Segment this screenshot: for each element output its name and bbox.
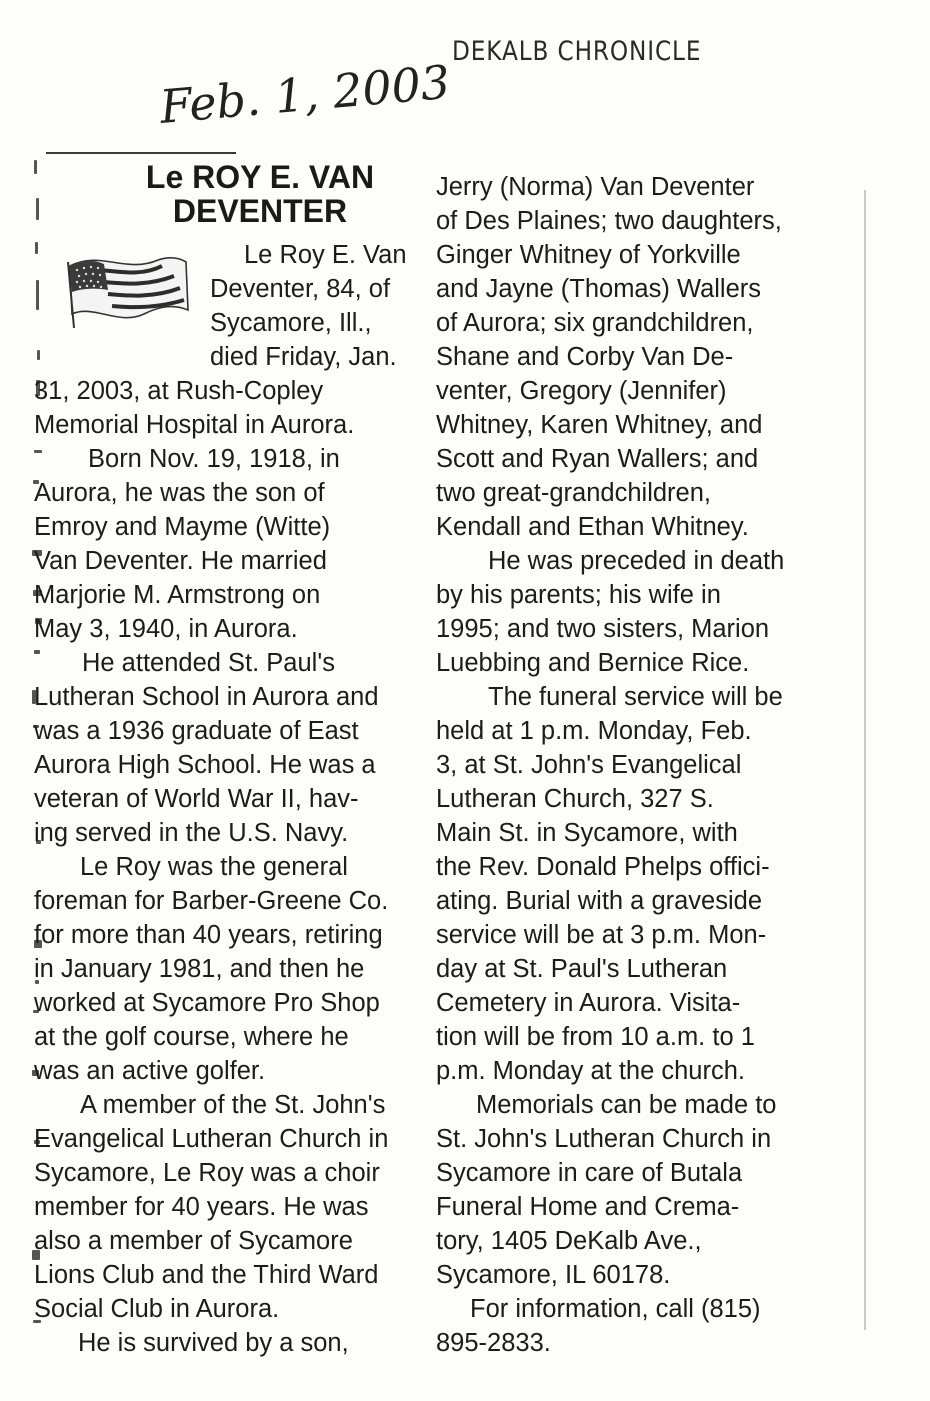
text-line: by his parents; his wife in [436, 581, 721, 609]
text-line: for more than 40 years, retiring [34, 921, 383, 949]
text-line: Jerry (Norma) Van Deventer [436, 173, 755, 201]
text-line: at the golf course, where he [34, 1023, 349, 1051]
text-line: He is survived by a son, [78, 1329, 349, 1357]
text-line: Evangelical Lutheran Church in [34, 1125, 389, 1153]
text-line: He was preceded in death [488, 547, 785, 575]
text-line: worked at Sycamore Pro Shop [34, 989, 380, 1017]
text-line: Sycamore in care of Butala [436, 1159, 743, 1187]
text-line: 31, 2003, at Rush-Copley [34, 377, 324, 405]
text-line: A member of the St. John's [80, 1091, 386, 1119]
text-line: Ginger Whitney of Yorkville [436, 241, 741, 269]
text-line: Lutheran School in Aurora and [34, 683, 379, 711]
text-line: Cemetery in Aurora. Visita- [436, 989, 741, 1017]
text-line: Aurora, he was the son of [34, 479, 325, 507]
text-line: ing served in the U.S. Navy. [34, 819, 349, 847]
obituary-headline [100, 160, 420, 228]
text-line: Funeral Home and Crema- [436, 1193, 740, 1221]
text-line: Sycamore, IL 60178. [436, 1261, 671, 1289]
text-line: Marjorie M. Armstrong on [34, 581, 321, 609]
top-rule [46, 152, 236, 154]
text-line: day at St. Paul's Lutheran [436, 955, 728, 983]
text-line: was a 1936 graduate of East [34, 717, 359, 745]
text-line: The funeral service will be [488, 683, 783, 711]
headline-line: DEVENTER [172, 193, 348, 229]
text-line: veteran of World War II, hav- [34, 785, 359, 813]
text-line: of Des Plaines; two daughters, [436, 207, 782, 235]
american-flag-icon [64, 248, 192, 330]
handwritten-date: Feb. 1, 2003 [157, 54, 453, 134]
newspaper-masthead: DEKALB CHRONICLE [452, 36, 702, 67]
text-line: also a member of Sycamore [34, 1227, 353, 1255]
text-line: Born Nov. 19, 1918, in [88, 445, 340, 473]
text-line: 895-2833. [436, 1329, 551, 1357]
text-line: Luebbing and Bernice Rice. [436, 649, 750, 677]
text-line: Memorial Hospital in Aurora. [34, 411, 355, 439]
text-line: tory, 1405 DeKalb Ave., [436, 1227, 702, 1255]
text-line: Emroy and Mayme (Witte) [34, 513, 331, 541]
text-line: Aurora High School. He was a [34, 751, 376, 779]
text-line: Memorials can be made to [476, 1091, 777, 1119]
text-line: p.m. Monday at the church. [436, 1057, 745, 1085]
text-line: venter, Gregory (Jennifer) [436, 377, 727, 405]
obituary-text-column-left [34, 374, 388, 1360]
text-line: member for 40 years. He was [34, 1193, 369, 1221]
scan-edge-line [864, 190, 866, 1330]
text-line: 1995; and two sisters, Marion [436, 615, 770, 643]
headline-line: Le ROY E. VAN [145, 159, 375, 195]
text-line: was an active golfer. [34, 1057, 266, 1085]
obituary-text-column-left-top [210, 238, 407, 374]
text-line: service will be at 3 p.m. Mon- [436, 921, 767, 949]
text-line: May 3, 1940, in Aurora. [34, 615, 298, 643]
text-line: tion will be from 10 a.m. to 1 [436, 1023, 755, 1051]
text-line: Le Roy E. Van [244, 241, 407, 269]
text-line: Lutheran Church, 327 S. [436, 785, 714, 813]
text-line: Main St. in Sycamore, with [436, 819, 738, 847]
text-line: 3, at St. John's Evangelical [436, 751, 742, 779]
text-line: died Friday, Jan. [210, 343, 397, 371]
text-line: of Aurora; six grandchildren, [436, 309, 754, 337]
text-line: He attended St. Paul's [82, 649, 335, 677]
text-line: Le Roy was the general [80, 853, 348, 881]
text-line: ating. Burial with a graveside [436, 887, 763, 915]
text-line: St. John's Lutheran Church in [436, 1125, 772, 1153]
text-line: and Jayne (Thomas) Wallers [436, 275, 762, 303]
text-line: For information, call (815) [470, 1295, 761, 1323]
text-line: Lions Club and the Third Ward [34, 1261, 379, 1289]
text-line: Kendall and Ethan Whitney. [436, 513, 749, 541]
text-line: Van Deventer. He married [34, 547, 327, 575]
text-line: held at 1 p.m. Monday, Feb. [436, 717, 752, 745]
text-line: Social Club in Aurora. [34, 1295, 280, 1323]
text-line: Deventer, 84, of [210, 275, 391, 303]
text-line: two great-grandchildren, [436, 479, 711, 507]
text-line: Sycamore, Ill., [210, 309, 372, 337]
obituary-text-column-right [436, 170, 784, 1360]
text-line: Sycamore, Le Roy was a choir [34, 1159, 380, 1187]
text-line: Whitney, Karen Whitney, and [436, 411, 763, 439]
text-line: Shane and Corby Van De- [436, 343, 734, 371]
text-line: the Rev. Donald Phelps offici- [436, 853, 770, 881]
text-line: Scott and Ryan Wallers; and [436, 445, 759, 473]
text-line: foreman for Barber-Greene Co. [34, 887, 389, 915]
text-line: in January 1981, and then he [34, 955, 365, 983]
